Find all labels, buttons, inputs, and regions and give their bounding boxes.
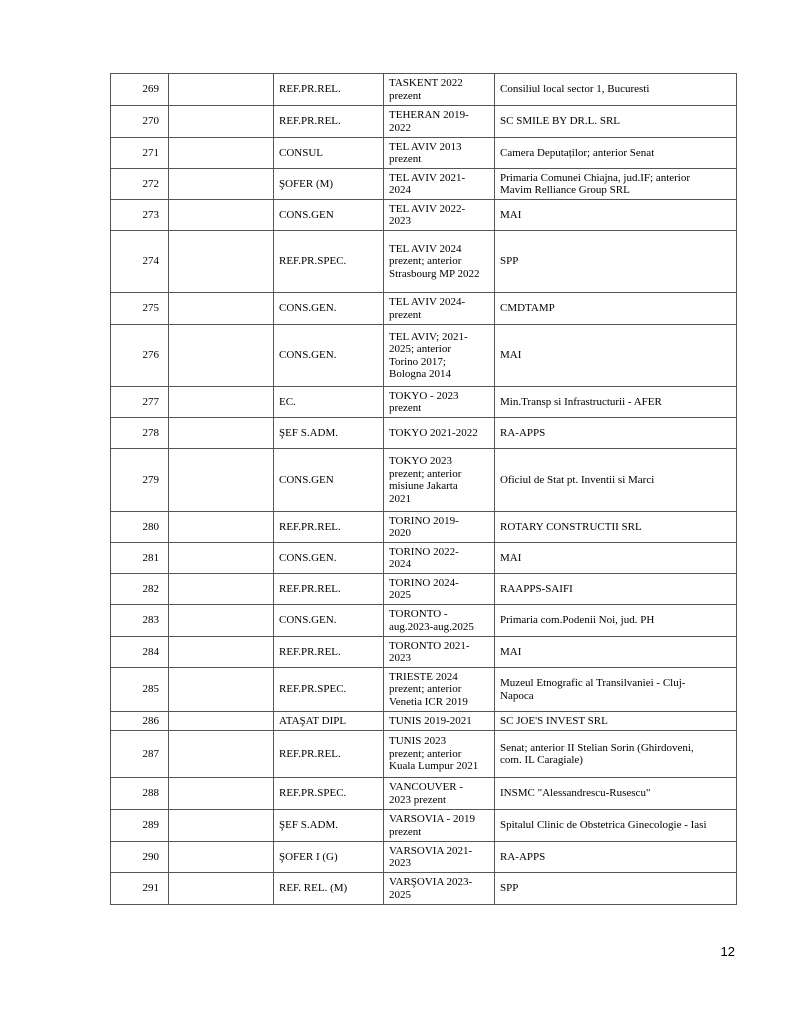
origin-cell: CMDTAMP [495, 293, 737, 325]
row-number: 274 [111, 231, 169, 293]
name-cell [169, 605, 274, 637]
function-cell: CONSUL [274, 138, 384, 169]
function-cell: REF. REL. (M) [274, 873, 384, 905]
post-cell: TEL AVIV 2021- 2024 [384, 169, 495, 200]
row-number: 279 [111, 449, 169, 512]
row-number: 273 [111, 200, 169, 231]
name-cell [169, 712, 274, 731]
table-row [111, 293, 737, 325]
origin-cell: Senat; anterior II Stelian Sorin (Ghirdoveni, com. IL Caragiale) [495, 731, 737, 778]
origin-cell: Spitalul Clinic de Obstetrica Ginecologie - Iasi [495, 810, 737, 842]
function-cell: CONS.GEN. [274, 605, 384, 637]
name-cell [169, 325, 274, 387]
row-number: 281 [111, 543, 169, 574]
name-cell [169, 842, 274, 873]
row-number: 276 [111, 325, 169, 387]
table-row [111, 731, 737, 778]
name-cell [169, 387, 274, 418]
name-cell [169, 574, 274, 605]
row-number: 283 [111, 605, 169, 637]
function-cell: ŞOFER (M) [274, 169, 384, 200]
table-row [111, 842, 737, 873]
origin-cell: Consiliul local sector 1, Bucuresti [495, 74, 737, 106]
post-cell: TOKYO 2023 prezent; anterior misiune Jakarta 2021 [384, 449, 495, 512]
origin-cell: MAI [495, 637, 737, 668]
function-cell: CONS.GEN. [274, 325, 384, 387]
row-number: 287 [111, 731, 169, 778]
table-row [111, 449, 737, 512]
function-cell: REF.PR.REL. [274, 574, 384, 605]
origin-cell: SC SMILE BY DR.L. SRL [495, 106, 737, 138]
row-number: 285 [111, 668, 169, 712]
origin-cell: ROTARY CONSTRUCTII SRL [495, 512, 737, 543]
name-cell [169, 293, 274, 325]
function-cell: ŞEF S.ADM. [274, 418, 384, 449]
name-cell [169, 512, 274, 543]
row-number: 284 [111, 637, 169, 668]
table-row [111, 605, 737, 637]
row-number: 271 [111, 138, 169, 169]
function-cell: REF.PR.SPEC. [274, 668, 384, 712]
post-cell: TOKYO - 2023 prezent [384, 387, 495, 418]
name-cell [169, 543, 274, 574]
name-cell [169, 231, 274, 293]
origin-cell: RAAPPS-SAIFI [495, 574, 737, 605]
post-cell: TOKYO 2021-2022 [384, 418, 495, 449]
table-row [111, 418, 737, 449]
function-cell: CONS.GEN. [274, 293, 384, 325]
personnel-table [110, 73, 737, 905]
origin-cell: Primaria Comunei Chiajna, jud.IF; anterior Mavim Relliance Group SRL [495, 169, 737, 200]
post-cell: VARSOVIA - 2019 prezent [384, 810, 495, 842]
table-row [111, 200, 737, 231]
name-cell [169, 106, 274, 138]
post-cell: TEL AVIV 2024- prezent [384, 293, 495, 325]
origin-cell: MAI [495, 543, 737, 574]
post-cell: TRIESTE 2024 prezent; anterior Venetia ICR 2019 [384, 668, 495, 712]
table-body [111, 74, 737, 905]
name-cell [169, 449, 274, 512]
table-row [111, 231, 737, 293]
row-number: 282 [111, 574, 169, 605]
origin-cell: SC JOE'S INVEST SRL [495, 712, 737, 731]
origin-cell: SPP [495, 873, 737, 905]
post-cell: TORONTO 2021- 2023 [384, 637, 495, 668]
table-row [111, 169, 737, 200]
table-row [111, 574, 737, 605]
function-cell: EC. [274, 387, 384, 418]
function-cell: REF.PR.REL. [274, 106, 384, 138]
post-cell: VARSOVIA 2021- 2023 [384, 842, 495, 873]
function-cell: REF.PR.SPEC. [274, 778, 384, 810]
function-cell: REF.PR.REL. [274, 637, 384, 668]
name-cell [169, 873, 274, 905]
row-number: 269 [111, 74, 169, 106]
function-cell: CONS.GEN. [274, 543, 384, 574]
post-cell: TUNIS 2019-2021 [384, 712, 495, 731]
name-cell [169, 200, 274, 231]
post-cell: TEL AVIV 2013 prezent [384, 138, 495, 169]
table-row [111, 325, 737, 387]
origin-cell: MAI [495, 325, 737, 387]
function-cell: REF.PR.REL. [274, 74, 384, 106]
function-cell: REF.PR.REL. [274, 512, 384, 543]
table-row [111, 387, 737, 418]
origin-cell: INSMC "Alessandrescu-Rusescu" [495, 778, 737, 810]
name-cell [169, 668, 274, 712]
table-row [111, 74, 737, 106]
post-cell: TORINO 2024- 2025 [384, 574, 495, 605]
name-cell [169, 418, 274, 449]
origin-cell: SPP [495, 231, 737, 293]
origin-cell: RA-APPS [495, 418, 737, 449]
table-row [111, 668, 737, 712]
name-cell [169, 778, 274, 810]
row-number: 278 [111, 418, 169, 449]
row-number: 275 [111, 293, 169, 325]
row-number: 280 [111, 512, 169, 543]
function-cell: CONS.GEN [274, 200, 384, 231]
row-number: 277 [111, 387, 169, 418]
function-cell: ŞOFER I (G) [274, 842, 384, 873]
origin-cell: Muzeul Etnografic al Transilvaniei - Cluj- Napoca [495, 668, 737, 712]
name-cell [169, 74, 274, 106]
post-cell: TASKENT 2022 prezent [384, 74, 495, 106]
origin-cell: RA-APPS [495, 842, 737, 873]
row-number: 272 [111, 169, 169, 200]
name-cell [169, 138, 274, 169]
post-cell: VARŞOVIA 2023- 2025 [384, 873, 495, 905]
post-cell: TUNIS 2023 prezent; anterior Kuala Lumpur 2021 [384, 731, 495, 778]
table-row [111, 712, 737, 731]
origin-cell: Oficiul de Stat pt. Inventii si Marci [495, 449, 737, 512]
post-cell: TEL AVIV; 2021- 2025; anterior Torino 2017; Bologna 2014 [384, 325, 495, 387]
table-row [111, 810, 737, 842]
row-number: 289 [111, 810, 169, 842]
post-cell: TORINO 2022- 2024 [384, 543, 495, 574]
name-cell [169, 810, 274, 842]
table-row [111, 637, 737, 668]
post-cell: TEL AVIV 2024 prezent; anterior Strasbourg MP 2022 [384, 231, 495, 293]
row-number: 286 [111, 712, 169, 731]
page-number: 12 [720, 944, 735, 959]
table-row [111, 138, 737, 169]
post-cell: TORONTO - aug.2023-aug.2025 [384, 605, 495, 637]
table-row [111, 778, 737, 810]
post-cell: TEL AVIV 2022- 2023 [384, 200, 495, 231]
function-cell: ATAŞAT DIPL [274, 712, 384, 731]
table-row [111, 873, 737, 905]
function-cell: REF.PR.SPEC. [274, 231, 384, 293]
origin-cell: Min.Transp si Infrastructurii - AFER [495, 387, 737, 418]
post-cell: TEHERAN 2019- 2022 [384, 106, 495, 138]
name-cell [169, 169, 274, 200]
row-number: 270 [111, 106, 169, 138]
origin-cell: MAI [495, 200, 737, 231]
function-cell: CONS.GEN [274, 449, 384, 512]
function-cell: REF.PR.REL. [274, 731, 384, 778]
name-cell [169, 731, 274, 778]
row-number: 288 [111, 778, 169, 810]
function-cell: ŞEF S.ADM. [274, 810, 384, 842]
post-cell: TORINO 2019- 2020 [384, 512, 495, 543]
table-row [111, 512, 737, 543]
table-row [111, 543, 737, 574]
post-cell: VANCOUVER - 2023 prezent [384, 778, 495, 810]
row-number: 290 [111, 842, 169, 873]
table-row [111, 106, 737, 138]
row-number: 291 [111, 873, 169, 905]
origin-cell: Primaria com.Podenii Noi, jud. PH [495, 605, 737, 637]
name-cell [169, 637, 274, 668]
origin-cell: Camera Deputaților; anterior Senat [495, 138, 737, 169]
